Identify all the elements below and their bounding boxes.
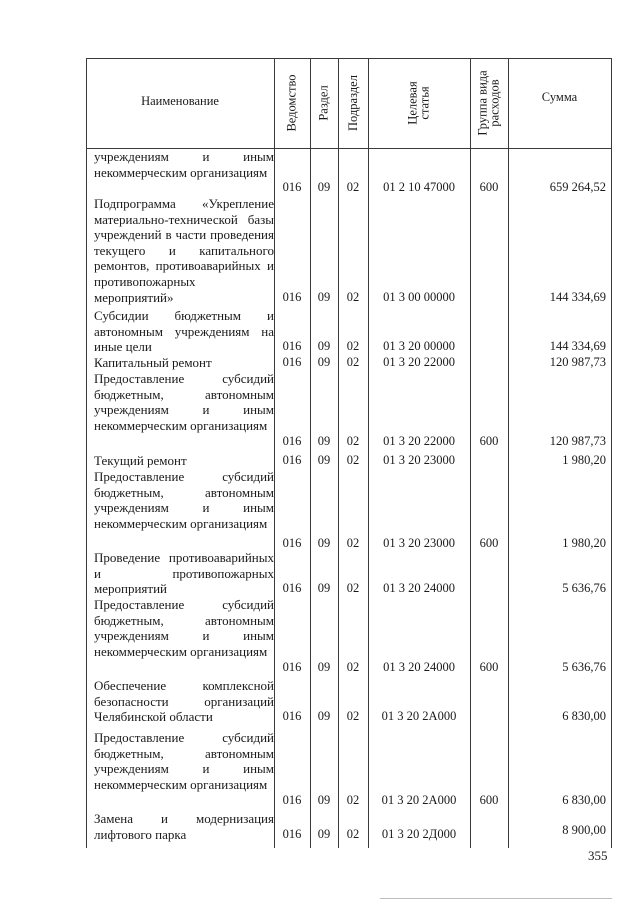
row-section: 09 (317, 180, 331, 194)
row-target-item: 01 3 20 22000 (383, 355, 455, 369)
row-subsection: 02 (346, 709, 360, 723)
row-target-item: 01 3 20 2А000 (381, 793, 457, 807)
row-department: 016 (282, 434, 302, 448)
row-amount: 1 980,20 (562, 536, 606, 550)
header-target-item: Целевая статья (406, 81, 432, 125)
row-department: 016 (282, 453, 302, 467)
row-name: Предоставление субсидий бюджетным, автономным учреждениям и иным некоммерческим организациям (94, 597, 274, 659)
table-row (86, 196, 612, 305)
row-section: 09 (317, 453, 331, 467)
row-target-item: 01 2 10 47000 (383, 180, 455, 194)
row-section: 09 (317, 339, 331, 353)
row-name: Предоставление субсидий бюджетным, автономным учреждениям и иным некоммерческим организациям (94, 730, 274, 792)
row-amount: 6 830,00 (562, 709, 606, 723)
row-name: Предоставление субсидий бюджетным, автономным учреждениям и иным некоммерческим организациям (94, 469, 274, 531)
row-expense-group: 600 (479, 434, 499, 448)
row-department: 016 (282, 709, 302, 723)
row-department: 016 (282, 339, 302, 353)
row-name: Текущий ремонт (94, 453, 187, 468)
table-row (86, 678, 612, 725)
row-name: Капитальный ремонт (94, 355, 212, 370)
row-target-item: 01 3 20 2А000 (381, 709, 457, 723)
row-target-item: 01 3 20 23000 (383, 536, 455, 550)
row-subsection: 02 (346, 290, 360, 304)
row-amount: 659 264,52 (549, 180, 606, 194)
row-amount: 1 980,20 (562, 453, 606, 467)
table-row (86, 355, 612, 371)
row-department: 016 (282, 793, 302, 807)
table-row (86, 371, 612, 449)
row-name: Замена и модернизация лифтового парка (94, 811, 274, 842)
row-amount: 8 900,00 (562, 823, 606, 837)
row-amount: 120 987,73 (549, 355, 606, 369)
row-amount: 144 334,69 (549, 339, 606, 353)
row-department: 016 (282, 290, 302, 304)
row-target-item: 01 3 00 00000 (383, 290, 455, 304)
row-subsection: 02 (346, 453, 360, 467)
footer-rule (380, 898, 612, 899)
table-row (86, 597, 612, 677)
row-amount: 144 334,69 (549, 290, 606, 304)
row-name: Подпрограмма «Укрепление материально-технической базы учреждений в части проведения текущего и капитального ремонтов, противоаварийных и противопожарных мероприятий» (94, 196, 274, 305)
row-subsection: 02 (346, 581, 360, 595)
table-row (86, 308, 612, 355)
table-row (86, 453, 612, 469)
row-department: 016 (282, 660, 302, 674)
header-department: Ведомство (285, 74, 299, 132)
header-subsection: Подраздел (346, 75, 360, 131)
table-row (86, 730, 612, 810)
row-department: 016 (282, 827, 302, 841)
row-amount: 5 636,76 (562, 660, 606, 674)
row-amount: 5 636,76 (562, 581, 606, 595)
row-section: 09 (317, 793, 331, 807)
row-expense-group: 600 (479, 660, 499, 674)
row-subsection: 02 (346, 827, 360, 841)
row-subsection: 02 (346, 793, 360, 807)
row-subsection: 02 (346, 180, 360, 194)
page-number: 355 (588, 848, 608, 863)
row-department: 016 (282, 355, 302, 369)
row-expense-group: 600 (479, 180, 499, 194)
row-section: 09 (317, 290, 331, 304)
row-target-item: 01 3 20 22000 (383, 434, 455, 448)
row-name: Предоставление субсидий бюджетным, автономным учреждениям и иным некоммерческим организациям (94, 371, 274, 433)
row-section: 09 (317, 355, 331, 369)
row-amount: 120 987,73 (549, 434, 606, 448)
row-target-item: 01 3 20 24000 (383, 660, 455, 674)
row-section: 09 (317, 660, 331, 674)
row-target-item: 01 3 20 00000 (383, 339, 455, 353)
row-subsection: 02 (346, 339, 360, 353)
row-expense-group: 600 (479, 536, 499, 550)
header-amount: Сумма (541, 90, 578, 104)
header-expense-group: Группа вида расходов (476, 70, 503, 136)
row-name: учреждениям и иным некоммерческим организациям (94, 149, 274, 180)
row-name: Проведение противоаварийных и противопожарных мероприятий (94, 550, 274, 597)
row-section: 09 (317, 709, 331, 723)
row-expense-group: 600 (479, 793, 499, 807)
row-department: 016 (282, 180, 302, 194)
row-department: 016 (282, 536, 302, 550)
row-amount: 6 830,00 (562, 793, 606, 807)
row-target-item: 01 3 20 24000 (383, 581, 455, 595)
row-section: 09 (317, 536, 331, 550)
row-subsection: 02 (346, 355, 360, 369)
table-row (86, 550, 612, 597)
row-section: 09 (317, 581, 331, 595)
table-row (86, 811, 612, 848)
row-target-item: 01 3 20 2Д000 (381, 827, 457, 841)
header-name: Наименование (141, 94, 219, 108)
budget-table (86, 58, 612, 848)
row-name: Обеспечение комплексной безопасности организаций Челябинской области (94, 678, 274, 725)
table-row (86, 149, 612, 196)
row-subsection: 02 (346, 660, 360, 674)
table-row (86, 469, 612, 550)
row-section: 09 (317, 434, 331, 448)
row-target-item: 01 3 20 23000 (383, 453, 455, 467)
row-subsection: 02 (346, 536, 360, 550)
header-section: Раздел (317, 85, 332, 121)
row-subsection: 02 (346, 434, 360, 448)
row-department: 016 (282, 581, 302, 595)
row-section: 09 (317, 827, 331, 841)
row-name: Субсидии бюджетным и автономным учреждениям на иные цели (94, 308, 274, 355)
